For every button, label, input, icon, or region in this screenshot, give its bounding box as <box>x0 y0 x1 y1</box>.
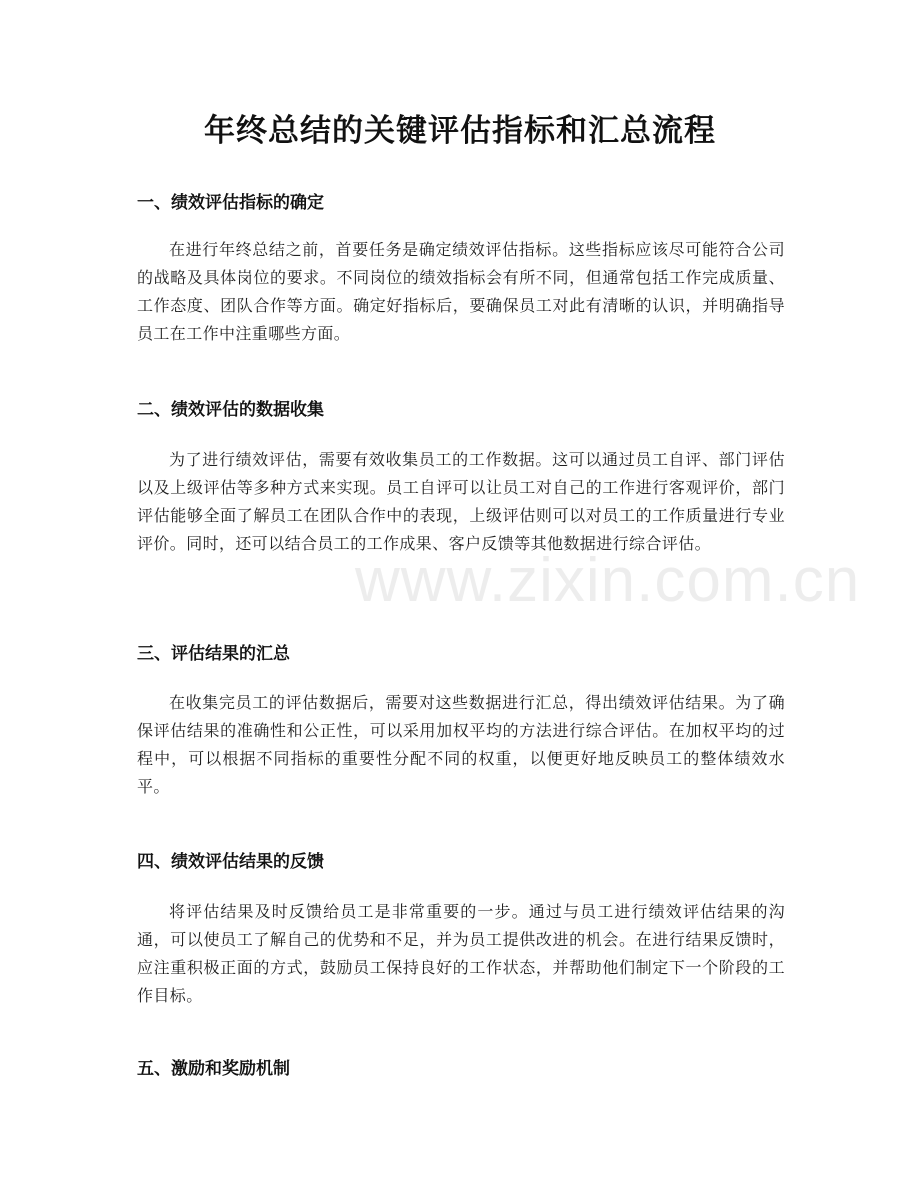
section-heading-4: 四、绩效评估结果的反馈 <box>137 852 324 872</box>
section-paragraph-1: 在进行年终总结之前，首要任务是确定绩效评估指标。这些指标应该尽可能符合公司的战略及具体岗位的要求。不同岗位的绩效指标会有所不同，但通常包括工作完成质量、工作态度、团队合作等方面。确定好指标后，要确保员工对此有清晰的认识，并明确指导员工在工作中注重哪些方面。 <box>137 240 785 343</box>
watermark: www.zixin.com.cn <box>355 546 861 615</box>
section-heading-1: 一、绩效评估指标的确定 <box>137 193 324 213</box>
section-heading-2: 二、绩效评估的数据收集 <box>137 400 324 420</box>
section-paragraph-2: 为了进行绩效评估，需要有效收集员工的工作数据。这可以通过员工自评、部门评估以及上级评估等多种方式来实现。员工自评可以让员工对自己的工作进行客观评价，部门评估能够全面了解员工在团队合作中的表现，上级评估则可以对员工的工作质量进行专业评价。同时，还可以结合员工的工作成果、客户反馈等其他数据进行综合评估。 <box>137 450 785 553</box>
section-paragraph-3: 在收集完员工的评估数据后，需要对这些数据进行汇总，得出绩效评估结果。为了确保评估结果的准确性和公正性，可以采用加权平均的方法进行综合评估。在加权平均的过程中，可以根据不同指标的重要性分配不同的权重，以便更好地反映员工的整体绩效水平。 <box>137 693 785 796</box>
section-heading-5: 五、激励和奖励机制 <box>137 1059 290 1079</box>
document-title: 年终总结的关键评估指标和汇总流程 <box>204 113 716 149</box>
section-heading-3: 三、评估结果的汇总 <box>137 644 290 664</box>
section-paragraph-4: 将评估结果及时反馈给员工是非常重要的一步。通过与员工进行绩效评估结果的沟通，可以使员工了解自己的优势和不足，并为员工提供改进的机会。在进行结果反馈时，应注重积极正面的方式，鼓励员工保持良好的工作状态，并帮助他们制定下一个阶段的工作目标。 <box>137 902 785 1005</box>
